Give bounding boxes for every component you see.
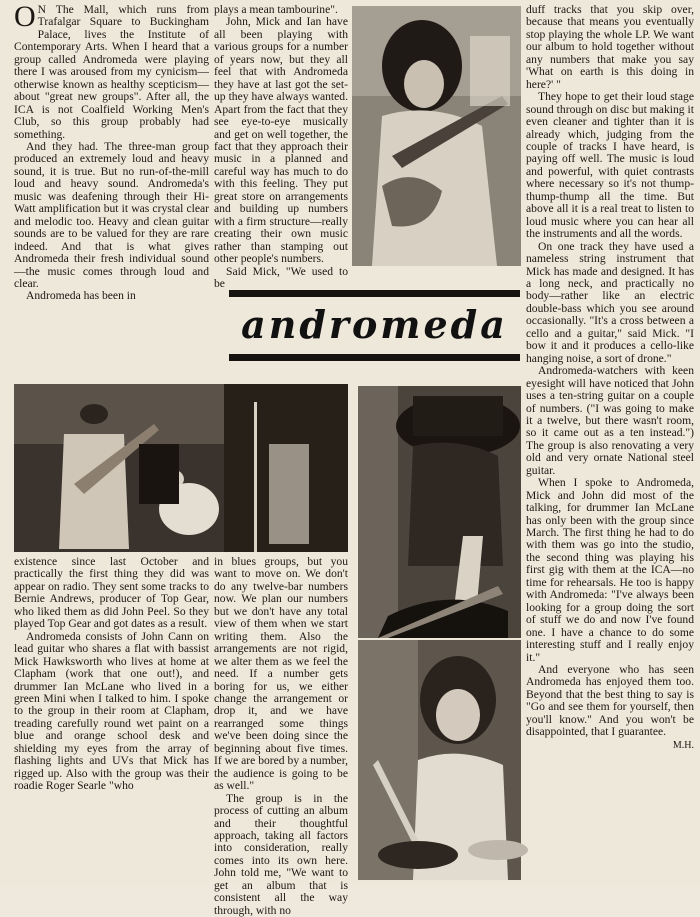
paragraph: Andromeda has been in <box>26 289 136 303</box>
photo-band-on-stage-image <box>14 384 348 552</box>
paragraph: N The Mall, which runs from Trafalgar Square to Buckingham Palace, lives the Institute of Contemporary Arts. When I heard that a group called Andromeda were playing there I was aroused from my cynicism—otherwise known as healthy scepticism—about "great new groups". After all, the ICA is not Coalfield Working Men's Club, so this group probably had something. <box>14 3 209 141</box>
photo-bassist-with-hat-image <box>358 386 521 638</box>
column-3 <box>526 4 694 880</box>
paragraph: They hope to get their loud stage sound through on disc but making it even cleaner and tighter than it is already which, judging from the couple of tracks I have heard, is paying off well. The music is loud and powerful, with quiet contrasts where necessary so it's not thump-thump-thump all the time. But above all it is a real treat to listen to loud music where you can hear all the instruments and all the words. <box>526 90 694 241</box>
photo-guitarist-top <box>352 6 521 266</box>
paragraph: plays a mean tambourine". <box>214 3 338 16</box>
author-signature: M.H. <box>672 739 694 751</box>
photo-band-on-stage <box>14 384 348 552</box>
photo-bassist-with-hat <box>358 386 521 638</box>
paragraph: On one track they have used a nameless string instrument that Mick has made and designed. It has a long neck, and practically no body—rather like an electric double-bass which you see around occasionally. "It's a cross between a cello and a guitar," said Mick. "I bow it and it produces a cello-like hanging noise, a sort of drone." <box>526 239 694 365</box>
column-2-bottom <box>214 555 348 917</box>
headline-rule-bottom <box>229 354 520 361</box>
paragraph: When I spoke to Andromeda, Mick and John did most of the talking, for drummer Ian McLane has only been with the group since March. The first thing he had to do with them was go into the studio, the second thing was playing his first gig with them at the ICA—no time for rehearsals. He too is happy with Andromeda: "I've always been looking for a group doing the sort of stuff we do and now I've found one. I have a chance to do some interesting stuff and I really enjoy it." <box>526 476 694 664</box>
column-1-top <box>14 0 209 384</box>
headline: andromeda <box>241 302 508 347</box>
column-1-bottom <box>14 556 209 882</box>
photo-guitarist-top-image <box>352 6 521 266</box>
paragraph: duff tracks that you skip over, because that means you eventually stop playing the whole LP. We want our album to hold together without any numbers that make you say 'What on earth is this doing in here?' " <box>526 3 694 91</box>
paragraph: in blues groups, but you want to move on. We don't do any twelve-bar numbers now. We plan our numbers but we don't have any total view of them when we start writing them. Also the arrangements are not rigid, we alter them as we feel the need. If a number gets boring for us, we either change the arrangement or drop it, and we have rearranged some things we've been doing since the beginning about five times. If we are bored by a number, the audience is going to be as well." <box>214 555 348 793</box>
paragraph: John, Mick and Ian have all been playing with various groups for a number of years now, but they all feel that with Andromeda they have at last got the set-up they have always wanted. Apart from the fact that they see eye-to-eye musically and get on well together, the fact that they approach their music in a planned and careful way has much to do with this feeling. They put great store on arrangements and building up numbers with a firm structure—really creating their own music rather than stamping out other people's numbers. <box>214 15 348 266</box>
paragraph: Said Mick, "We used to be <box>214 264 348 290</box>
paragraph: And they had. The three-man group produced an extremely loud and heavy sound, it is true. But no run-of-the-mill loud and heavy sound. Andromeda's music was deafening through their Hi-Watt amplification but it was crystal clear and melodic too. Heavy and clean guitar sounds are to be valued for they are rare indeed. And that is what gives Andromeda their fresh individual sound—the music comes through loud and clear. <box>14 139 209 290</box>
headline-rule-top <box>229 290 520 297</box>
photo-drummer-image <box>358 640 521 880</box>
paragraph: Andromeda-watchers with keen eyesight will have noticed that John uses a ten-string guitar on a couple of numbers. ("I was going to make it a twelve, but there wasn't room, so it came out as a ten instead.") The group is also renovating a very old and very ornate National steel guitar. <box>526 364 694 477</box>
paragraph: Andromeda consists of John Cann on lead guitar who shares a flat with bassist Mick Hawksworth who lives at home at Clapham (work that one out!), and drummer Ian McLane who lived in a green Mini when I talked to him. I spoke to the group in their room at Clapham, treading carefully round wet paint on a blue and orange school desk and shielding my eyes from the array of flashing lights and UVs that Mick has rigged up. Also with the group was their roadie Roger Searle "who <box>14 629 209 793</box>
drop-cap: O <box>14 0 36 33</box>
paragraph: The group is in the process of cutting an album and their thoughtful approach, taking all factors into consideration, really comes into its own here. John told me, "We want to get an album that is consistent all the way through, with no <box>214 791 348 917</box>
paragraph: And everyone who has seen Andromeda has enjoyed them too. Beyond that the best thing to say is "Go and see them for yourself, then you'll know." And you won't be disappointed, that I guarantee. <box>526 663 694 739</box>
photo-drummer <box>358 640 521 880</box>
column-2-top <box>214 3 348 290</box>
paragraph: existence since last October and practically the first thing they did was appear on radio. They sent some tracks to Bernie Andrews, producer of Top Gear, who liked them as did John Peel. So they played Top Gear and got dates as a result. <box>14 555 209 631</box>
